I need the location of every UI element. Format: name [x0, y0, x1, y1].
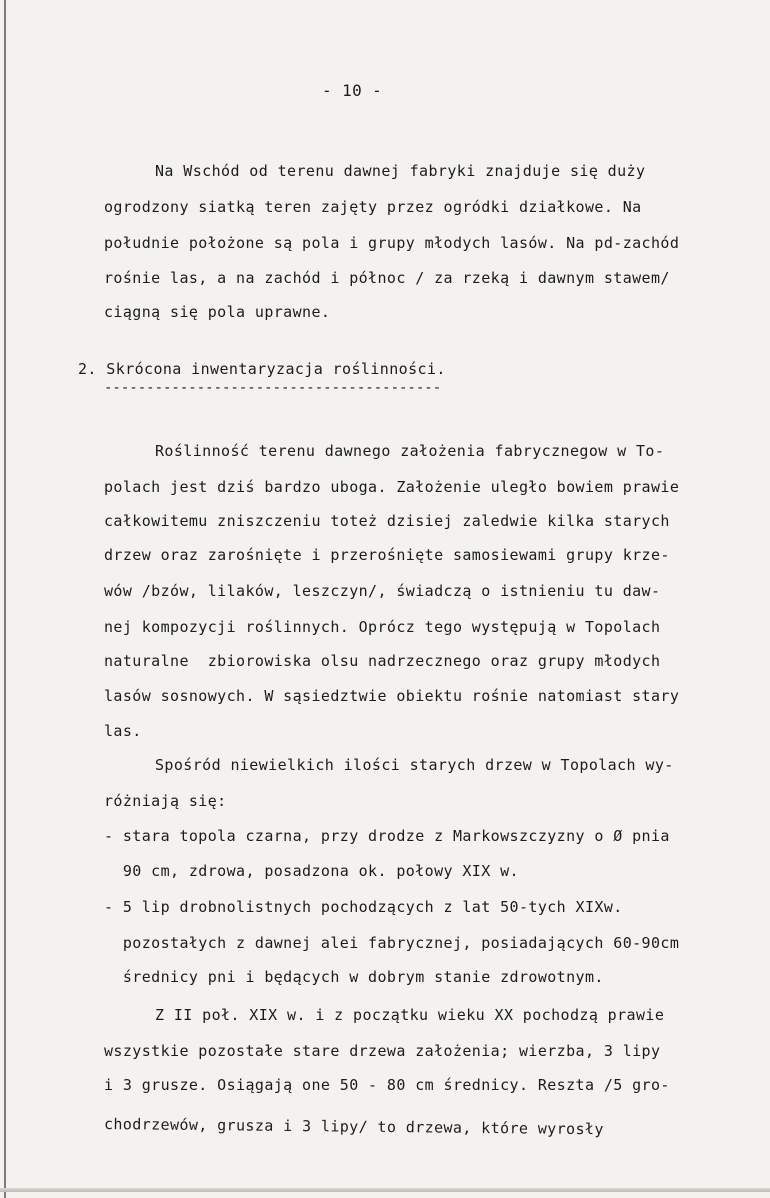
paragraph-2-line: wów /bzów, lilaków, leszczyn/, świadczą o istnieniu tu daw- [104, 582, 661, 600]
paragraph-2-line: całkowitemu zniszczeniu toteż dzisiej zaledwie kilka starych [104, 512, 670, 530]
paragraph-4-line: chodrzewów, grusza i 3 lipy/ to drzewa, które wyrosły [103, 1115, 604, 1139]
paragraph-1-line: południe położone są pola i grupy młodych lasów. Na pd-zachód [104, 234, 680, 252]
section-underline: ---------------------------------------- [104, 380, 442, 396]
paragraph-1-line: ogrodzony siatką teren zajęty przez ogródki działkowe. Na [104, 198, 642, 216]
paragraph-2-line: naturalne zbiorowiska olsu nadrzecznego oraz grupy młodych [104, 652, 661, 670]
paragraph-3-line: różniają się: [104, 792, 227, 810]
list-item-line: - stara topola czarna, przy drodze z Markowszczyzny o Ø pnia [104, 827, 670, 845]
paragraph-3-line: Spośród niewielkich ilości starych drzew w Topolach wy- [155, 756, 674, 774]
paragraph-2-line: drzew oraz zarośnięte i przerośnięte samosiewami grupy krze- [104, 546, 670, 564]
paragraph-2-line: polach jest dziś bardzo uboga. Założenie uległo bowiem prawie [104, 478, 680, 496]
page-edge-shadow [4, 0, 6, 1198]
section-heading: 2. Skrócona inwentaryzacja roślinności. [78, 360, 446, 378]
list-item-line: pozostałych z dawnej alei fabrycznej, posiadających 60-90cm [104, 934, 680, 952]
list-item-line: 90 cm, zdrowa, posadzona ok. połowy XIX w. [104, 862, 519, 880]
paragraph-1-line: Na Wschód od terenu dawnej fabryki znajduje się duży [155, 162, 646, 180]
paragraph-1-line: ciągną się pola uprawne. [104, 303, 331, 321]
list-item-line: średnicy pni i będących w dobrym stanie zdrowotnym. [104, 968, 604, 986]
paragraph-4-line: i 3 grusze. Osiągają one 50 - 80 cm średnicy. Reszta /5 gro- [104, 1076, 670, 1094]
paragraph-2-line: nej kompozycji roślinnych. Oprócz tego występują w Topolach [104, 618, 661, 636]
paragraph-1-line: rośnie las, a na zachód i północ / za rzeką i dawnym stawem/ [104, 269, 670, 287]
paragraph-4-line: Z II poł. XIX w. i z początku wieku XX pochodzą prawie [155, 1006, 665, 1024]
list-item-line: - 5 lip drobnolistnych pochodzących z lat 50-tych XIXw. [104, 898, 623, 916]
paragraph-2-line: lasów sosnowych. W sąsiedztwie obiektu rośnie natomiast stary [104, 687, 680, 705]
page-number: - 10 - [322, 81, 383, 100]
page-bottom-edge [0, 1188, 770, 1192]
paragraph-4-line: wszystkie pozostałe stare drzewa założenia; wierzba, 3 lipy [104, 1042, 661, 1060]
paragraph-2-line: Roślinność terenu dawnego założenia fabrycznegow w To- [155, 442, 665, 460]
paragraph-2-line: las. [104, 722, 142, 740]
